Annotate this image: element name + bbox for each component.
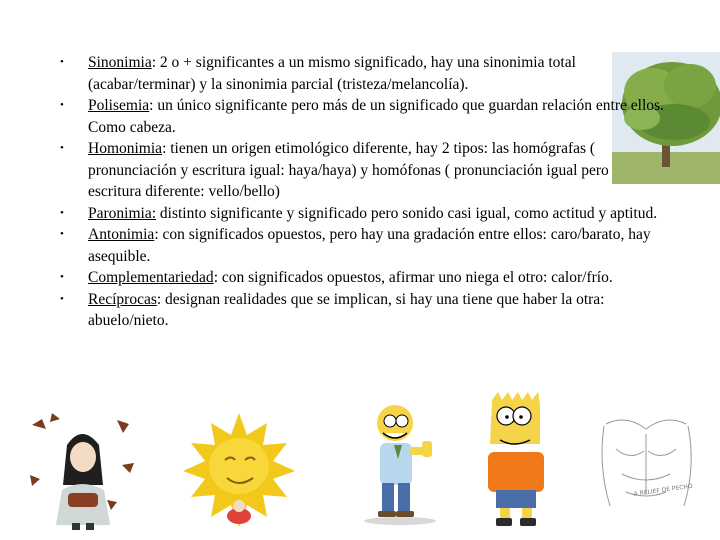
bullet: • [60,142,64,154]
definition-text: : designan realidades que se implican, si hay una tiene que haber la otra: abuelo/nieto. [88,290,605,329]
definition-text: : tienen un origen etimológico diferente, hay 2 tipos: las homógrafas ( pronunciación y escritura igual: haya/haya) y homófonas ( pronunciación igual pero escritura diferente: vello/bello) [88,140,609,200]
term-paronimia: Paronimia: [88,204,157,222]
list-item [54,224,664,267]
list-item [54,95,664,138]
definition-text: distinto significante y significado pero sonido casi igual, como actitud y aptitud. [156,204,658,222]
definition-text: : con significados opuestos, pero hay una gradación entre ellos: caro/barato, hay asequible. [88,226,651,265]
list-item [54,203,664,225]
sun-character-illustration [177,408,302,528]
bullet: • [60,56,64,68]
list-item [54,267,664,289]
term-sinonimia: Sinonimia [88,54,152,71]
bullet: • [60,206,64,219]
list-item [54,52,664,95]
term-homonimia: Homonimia [88,140,163,157]
bullet: • [60,99,64,111]
sketch-caption: A RELIEF DE PECHO [633,482,694,498]
list-item [54,138,664,203]
term-antonimia: Antonimia [88,226,155,243]
girl-in-leaves-illustration [22,405,142,530]
definition-text: : 2 o + significantes a un mismo significado, hay una sinonimia total (acabar/terminar) y la sinonimia parcial (tristeza/melancolía). [88,54,576,93]
grandpa-simpson-illustration [350,395,450,525]
bullet: • [60,228,64,240]
semantic-relations-list [54,52,664,332]
definition-text: : un único significante pero más de un significado que guardan relación entre ellos. Como cabeza. [88,97,664,136]
chest-sketch-illustration [586,404,706,516]
bart-simpson-illustration [478,390,556,528]
bullet: • [60,271,64,283]
term-polisemia: Polisemia [88,97,150,114]
term-reciprocas: Recíprocas [88,290,157,308]
bullet: • [60,292,64,305]
definition-text: : con significados opuestos, afirmar uno niega el otro: calor/frío. [213,269,613,286]
list-item [54,289,664,332]
term-complementariedad: Complementariedad [88,269,214,286]
